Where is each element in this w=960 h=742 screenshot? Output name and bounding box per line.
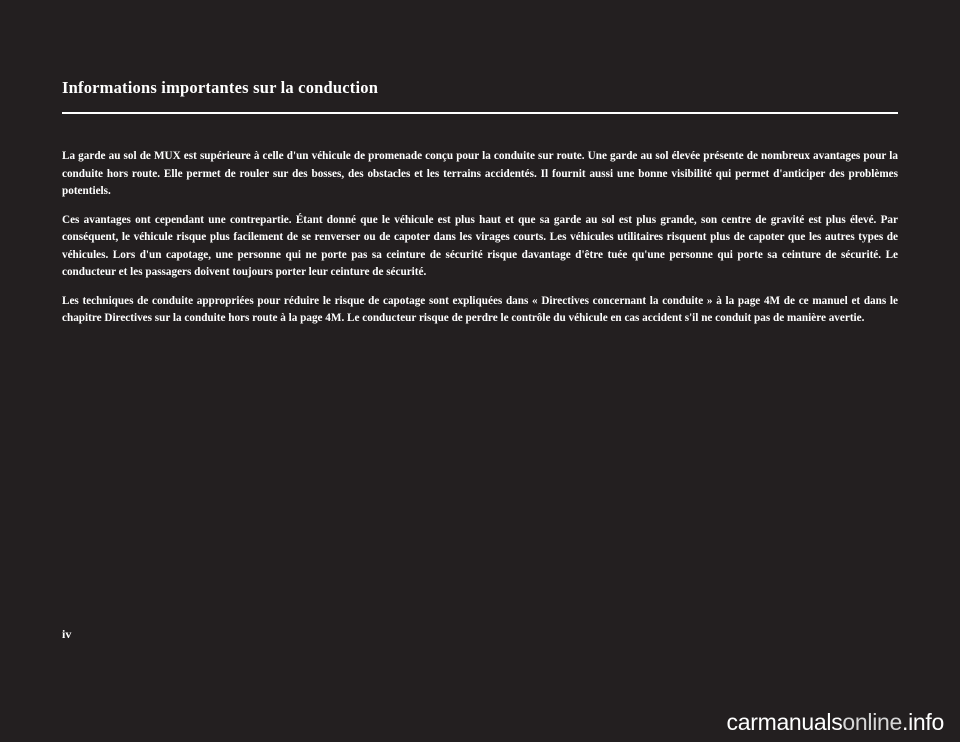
page-title: Informations importantes sur la conduction <box>62 78 379 97</box>
page-number: iv <box>62 627 72 641</box>
page-content <box>62 78 898 328</box>
watermark <box>727 709 944 736</box>
watermark-prefix: carmanuals <box>726 709 843 735</box>
watermark-tld: .info <box>902 709 944 735</box>
title-divider <box>62 112 898 114</box>
body-paragraph: Les techniques de conduite appropriées pour réduire le risque de capotage sont expliquées dans « Directives concernant la conduite » à la page 4M de ce manuel et dans le chapitre Directives sur la conduite hors route à la page 4M. Le conducteur risque de perdre le contrôle du véhicule en cas accident s'il ne conduit pas de manière avertie. <box>62 294 898 324</box>
body-paragraph: Ces avantages ont cependant une contrepartie. Étant donné que le véhicule est plus haut et que sa garde au sol est plus grande, son centre de gravité est plus élevé. Par conséquent, le véhicule risque plus facilement de se renverser ou de capoter dans les virages courts. Les véhicules utilitaires risquent plus de capoter que les autres types de véhicules. Lors d'un capotage, une personne qui ne porte pas sa ceinture de sécurité risque davantage d'être tuée qu'une personne qui porte sa ceinture de sécurité. Le conducteur et les passagers doivent toujours porter leur ceinture de sécurité. <box>62 213 898 278</box>
body-paragraph: La garde au sol de MUX est supérieure à celle d'un véhicule de promenade conçu pour la conduite sur route. Une garde au sol élevée présente de nombreux avantages pour la conduite hors route. Elle permet de rouler sur des bosses, des obstacles et les terrains accidentés. Il fournit aussi une bonne visibilité qui permet d'anticiper des problèmes potentiels. <box>62 150 898 197</box>
watermark-suffix: online <box>842 709 903 735</box>
